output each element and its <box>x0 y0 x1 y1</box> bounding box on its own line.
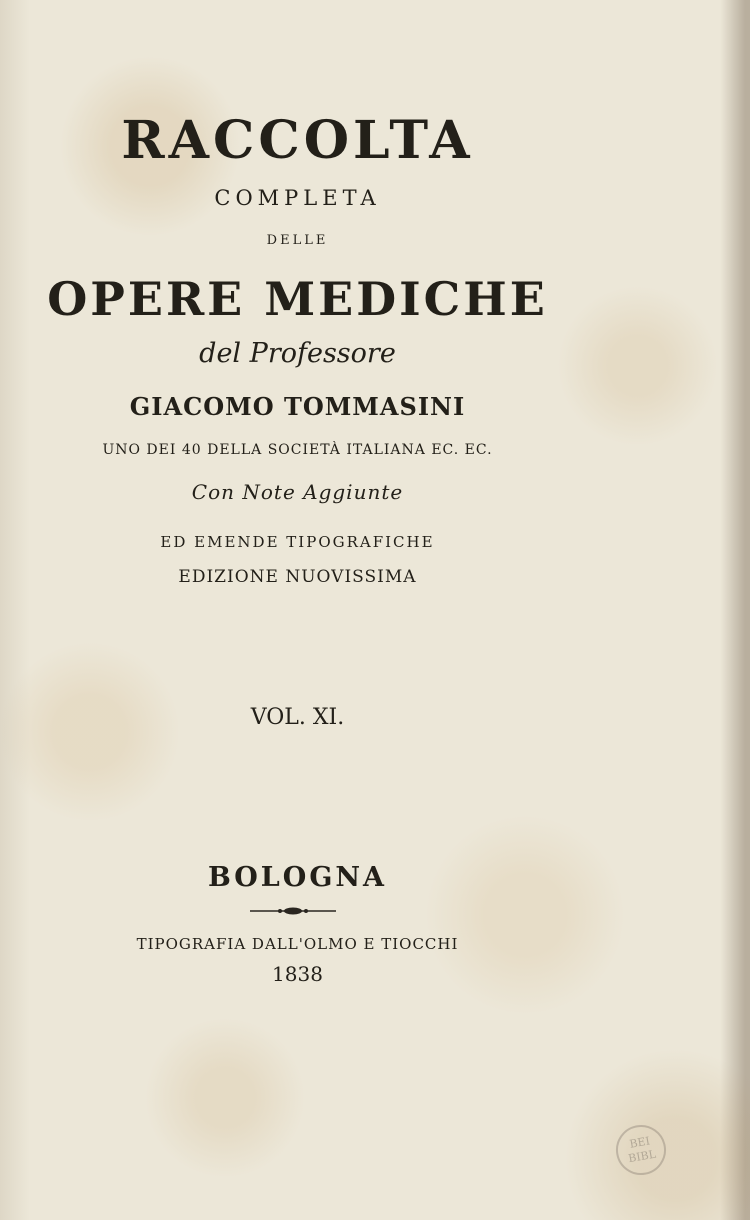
emende-line: ED EMENDE TIPOGRAFICHE <box>160 533 435 551</box>
title-del-professore: del Professore <box>199 338 396 369</box>
title-opere-mediche: OPERE MEDICHE <box>47 272 548 326</box>
author-name: GIACOMO TOMMASINI <box>129 392 466 421</box>
title-raccolta: RACCOLTA <box>121 110 474 171</box>
edition-line: EDIZIONE NUOVISSIMA <box>178 567 417 587</box>
title-delle: DELLE <box>266 233 329 248</box>
notes-line: Con Note Aggiunte <box>191 480 404 504</box>
author-affiliation: UNO DEI 40 DELLA SOCIETÀ ITALIANA EC. EC. <box>102 442 493 458</box>
ornamental-rule <box>250 906 336 916</box>
library-stamp <box>612 1121 670 1179</box>
publication-year: 1838 <box>272 962 323 986</box>
printer-name: TIPOGRAFIA DALL'OLMO E TIOCCHI <box>136 935 459 953</box>
volume-number: VOL. XI. <box>250 705 345 730</box>
title-completa: COMPLETA <box>214 186 381 210</box>
library-stamp-text: BEI BIBL <box>627 1134 657 1166</box>
imprint-city: BOLOGNA <box>207 862 388 893</box>
